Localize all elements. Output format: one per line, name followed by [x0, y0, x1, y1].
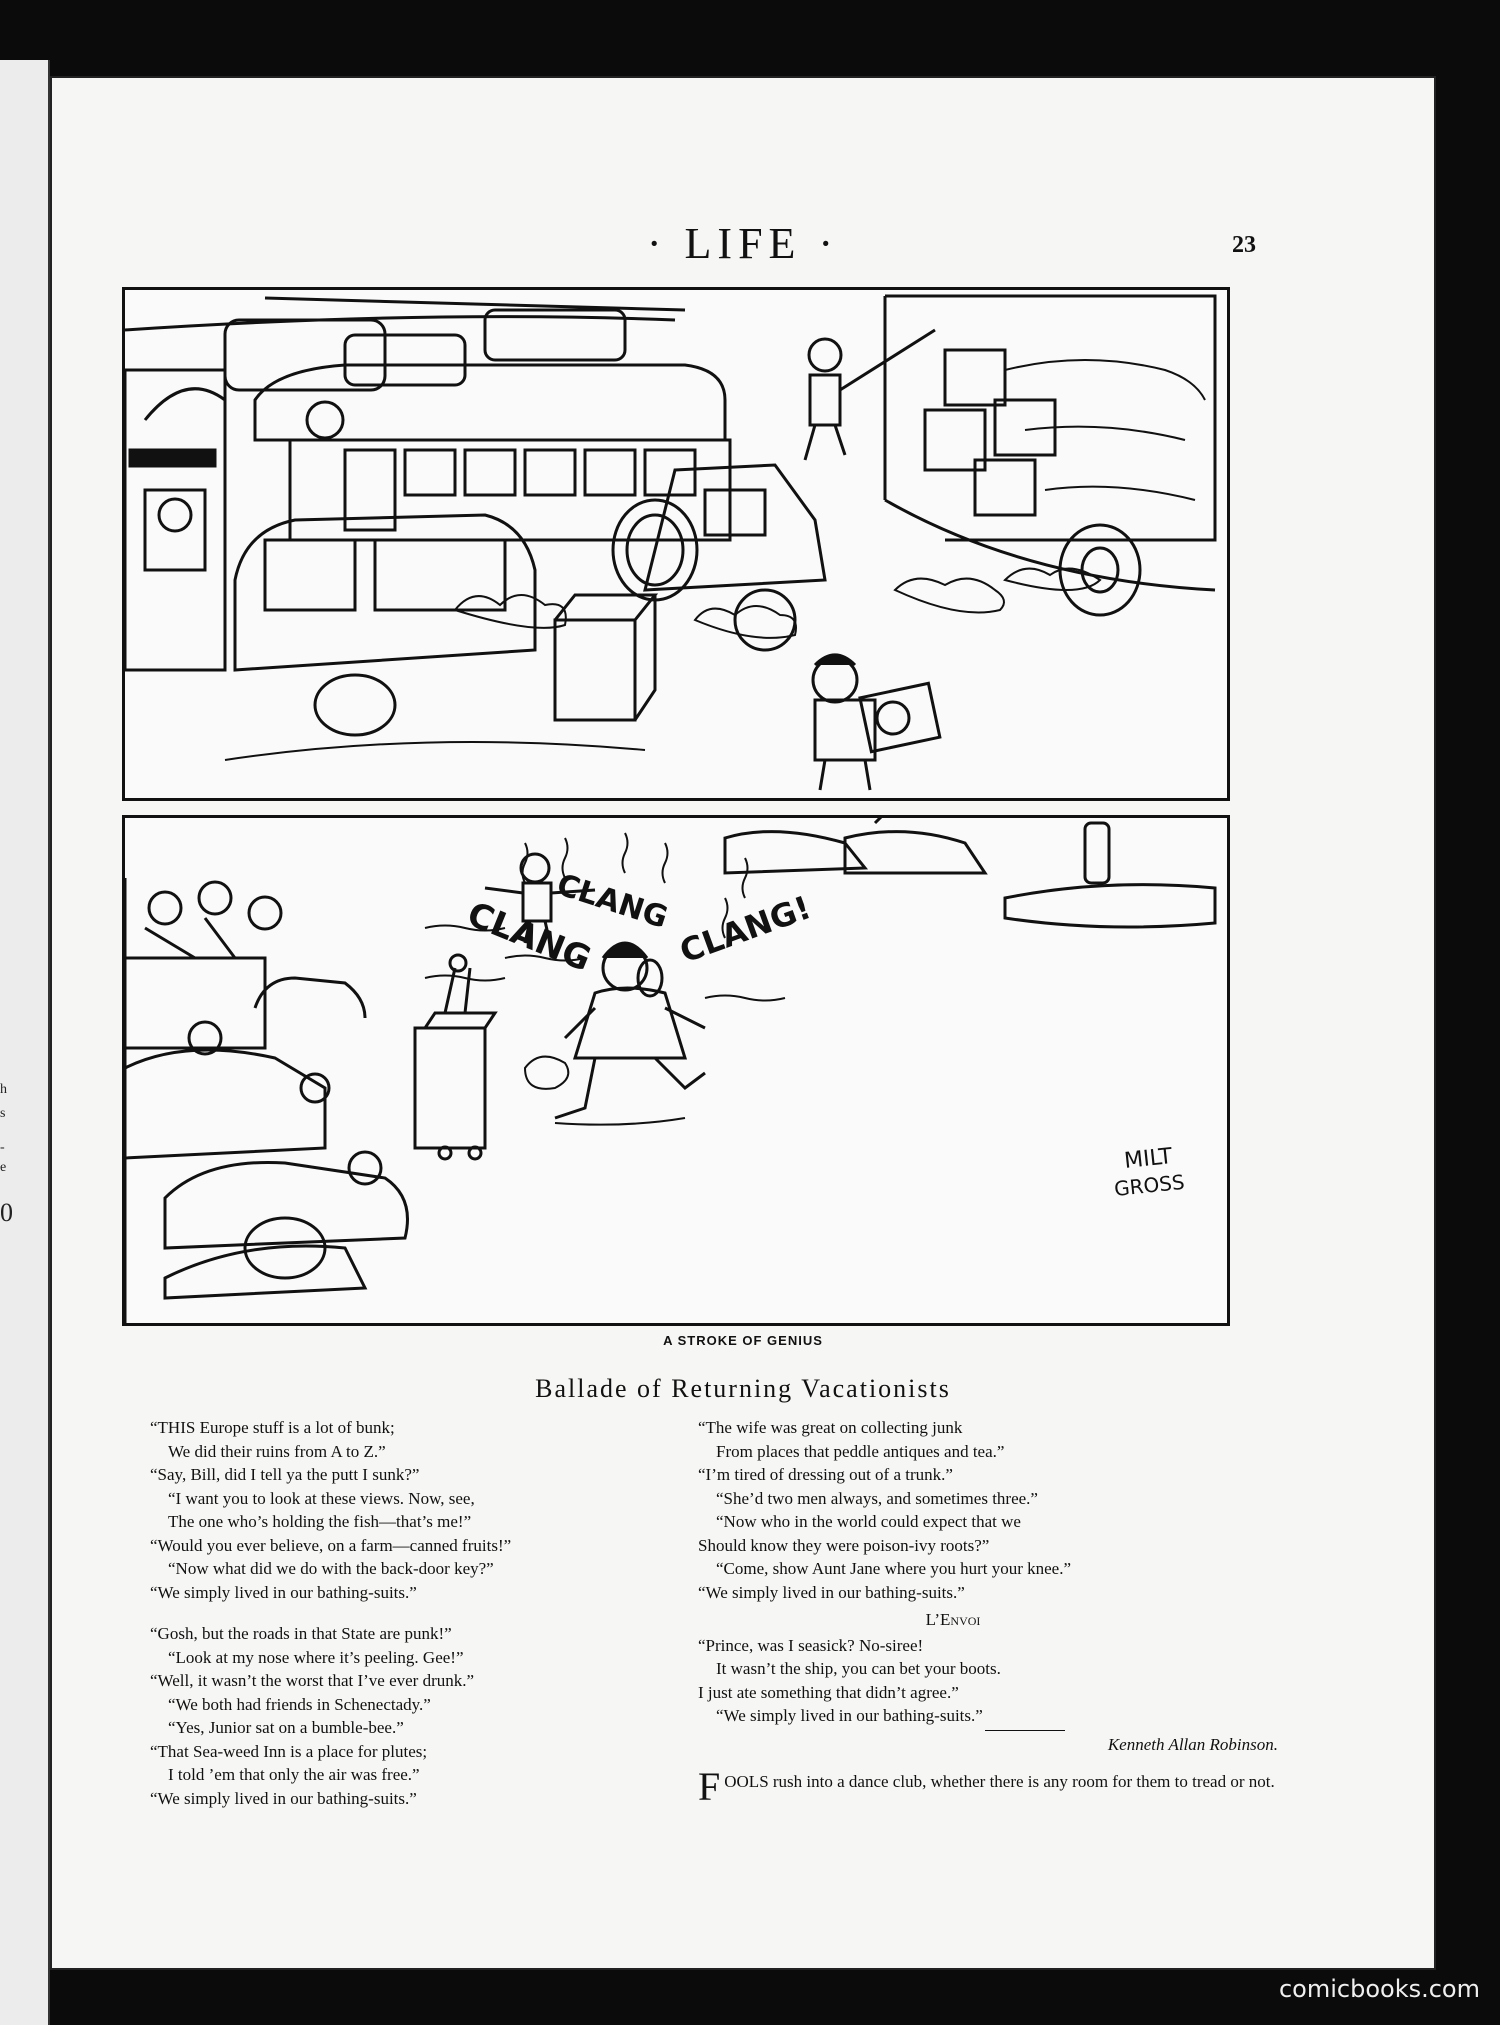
poem-right-column	[698, 1416, 1318, 1809]
poem-line: I told ’em that only the air was free.”	[168, 1765, 420, 1784]
poem-line: “Gosh, but the roads in that State are punk!”	[150, 1624, 452, 1643]
sedan-wheel	[315, 675, 395, 735]
cartoon-panel-top	[122, 287, 1230, 801]
passenger-head	[199, 882, 231, 914]
sound-effect-clang: CLANG	[461, 894, 597, 980]
passenger-head	[349, 1152, 381, 1184]
sedan	[235, 515, 535, 670]
prev-page-fragment: 0	[0, 1198, 13, 1227]
phonograph-case	[860, 683, 940, 751]
previous-page-edge	[0, 60, 50, 2025]
poem-line: “We simply lived in our bathing-suits.”	[150, 1788, 417, 1808]
poem-line: “We simply lived in our bathing-suits.”	[150, 1582, 417, 1602]
magazine-title: · LIFE ·	[646, 219, 840, 268]
car-with-passengers	[165, 1162, 408, 1248]
artist-signature: MILT	[1123, 1144, 1174, 1174]
truck-cargo-boxes	[925, 350, 1055, 515]
poem-author: Kenneth Allan Robinson.	[1107, 1734, 1278, 1754]
car-with-passengers	[125, 1050, 325, 1158]
prev-page-fragment: h	[0, 1082, 7, 1097]
poem-line: “We simply lived in our bathing-suits.”	[698, 1582, 965, 1602]
poem-line: “THIS Europe stuff is a lot of bunk;	[150, 1418, 395, 1437]
filler-joke	[698, 1764, 1318, 1809]
running-man-leg	[655, 1058, 705, 1088]
crate	[555, 620, 635, 720]
watermark: comicbooks.com	[1278, 1975, 1480, 2003]
hand-icon	[450, 955, 466, 971]
double-decker-bus	[125, 370, 225, 670]
poem-line: “I want you to look at these views. Now, see,	[168, 1488, 475, 1508]
sound-effect-clang: CLANG	[552, 867, 672, 936]
poem-line: “I’m tired of dressing out of a trunk.”	[698, 1465, 953, 1484]
magazine-page	[52, 78, 1434, 1968]
sound-effect-clang: CLANG!	[674, 888, 816, 971]
background-car	[845, 832, 985, 873]
poem-line: “Now who in the world could expect that we	[716, 1512, 1021, 1531]
envoi-heading: L’Envoi	[925, 1610, 981, 1629]
background-bus	[345, 335, 465, 385]
exhaust-clouds	[455, 569, 1100, 638]
running-man-body	[575, 988, 685, 1058]
car-wheel	[735, 590, 795, 650]
poem-line: “Yes, Junior sat on a bumble-bee.”	[168, 1718, 404, 1737]
cartoon-caption: A STROKE OF GENIUS	[663, 1333, 823, 1348]
poem-line: “Now what did we do with the back-door key?”	[168, 1559, 494, 1578]
passenger-head	[249, 897, 281, 929]
curb	[1005, 885, 1215, 927]
signature-rule	[985, 1730, 1065, 1731]
prev-page-fragment: e	[0, 1160, 7, 1175]
running-man-leg	[555, 1058, 595, 1118]
background-bus	[225, 320, 385, 390]
trash-bin	[415, 1028, 485, 1148]
poem-line: We did their ruins from A to Z.”	[168, 1441, 386, 1461]
stanza-gap	[150, 1604, 710, 1622]
poem-left-column	[150, 1416, 710, 1810]
prev-page-fragment: s	[0, 1106, 6, 1121]
delivery-truck	[885, 296, 1215, 540]
filler-dropcap: F	[698, 1764, 721, 1809]
poem-line: “Look at my nose where it’s peeling. Gee!”	[168, 1647, 464, 1667]
prev-page-fragment: -	[0, 1140, 5, 1155]
poem-line: “Prince, was I seasick? No-siree!	[698, 1635, 924, 1655]
poem-line: From places that peddle antiques and tea.”	[716, 1441, 1005, 1461]
poem-line: I just ate something that didn’t agree.”	[698, 1682, 959, 1702]
page-number: 23	[1232, 232, 1256, 258]
poem-line: “Say, Bill, did I tell ya the putt I sunk?”	[150, 1465, 420, 1484]
filler-text: OOLS rush into a dance club, whether there is any room for them to tread or not.	[724, 1772, 1275, 1791]
poem-line: Should know they were poison-ivy roots?”	[698, 1535, 990, 1555]
clang-scene-drawing	[125, 818, 1227, 1323]
poem-line: “Well, it wasn’t the worst that I’ve ever drunk.”	[150, 1671, 475, 1690]
driver-head	[809, 339, 841, 371]
poem-line: It wasn’t the ship, you can bet your boots.	[716, 1659, 1001, 1678]
poem-line: “Would you ever believe, on a farm—canned fruits!”	[150, 1535, 512, 1555]
dust-cloud	[525, 1057, 568, 1089]
poem-line: “That Sea-weed Inn is a place for plutes;	[150, 1741, 428, 1761]
cartoon-panel-bottom	[122, 815, 1230, 1326]
traffic-jam-drawing	[125, 290, 1227, 798]
traffic-cop-head	[521, 854, 549, 882]
poem-line: “We both had friends in Schenectady.”	[168, 1694, 431, 1714]
artist-signature: GROSS	[1113, 1169, 1186, 1201]
crowded-bus	[125, 958, 265, 1048]
small-car	[645, 465, 825, 590]
poem-line: “She’d two men always, and sometimes three.”	[716, 1488, 1038, 1508]
passenger-head	[149, 892, 181, 924]
poem-line: “Come, show Aunt Jane where you hurt your knee.”	[716, 1559, 1072, 1578]
poem-line: The one who’s holding the fish—that’s me!”	[168, 1512, 472, 1531]
hydrant-post	[1085, 823, 1109, 883]
poem-line: “We simply lived in our bathing-suits.”	[716, 1706, 983, 1725]
poem-title: Ballade of Returning Vacationists	[535, 1374, 951, 1403]
poem-line: “The wife was great on collecting junk	[698, 1418, 963, 1437]
